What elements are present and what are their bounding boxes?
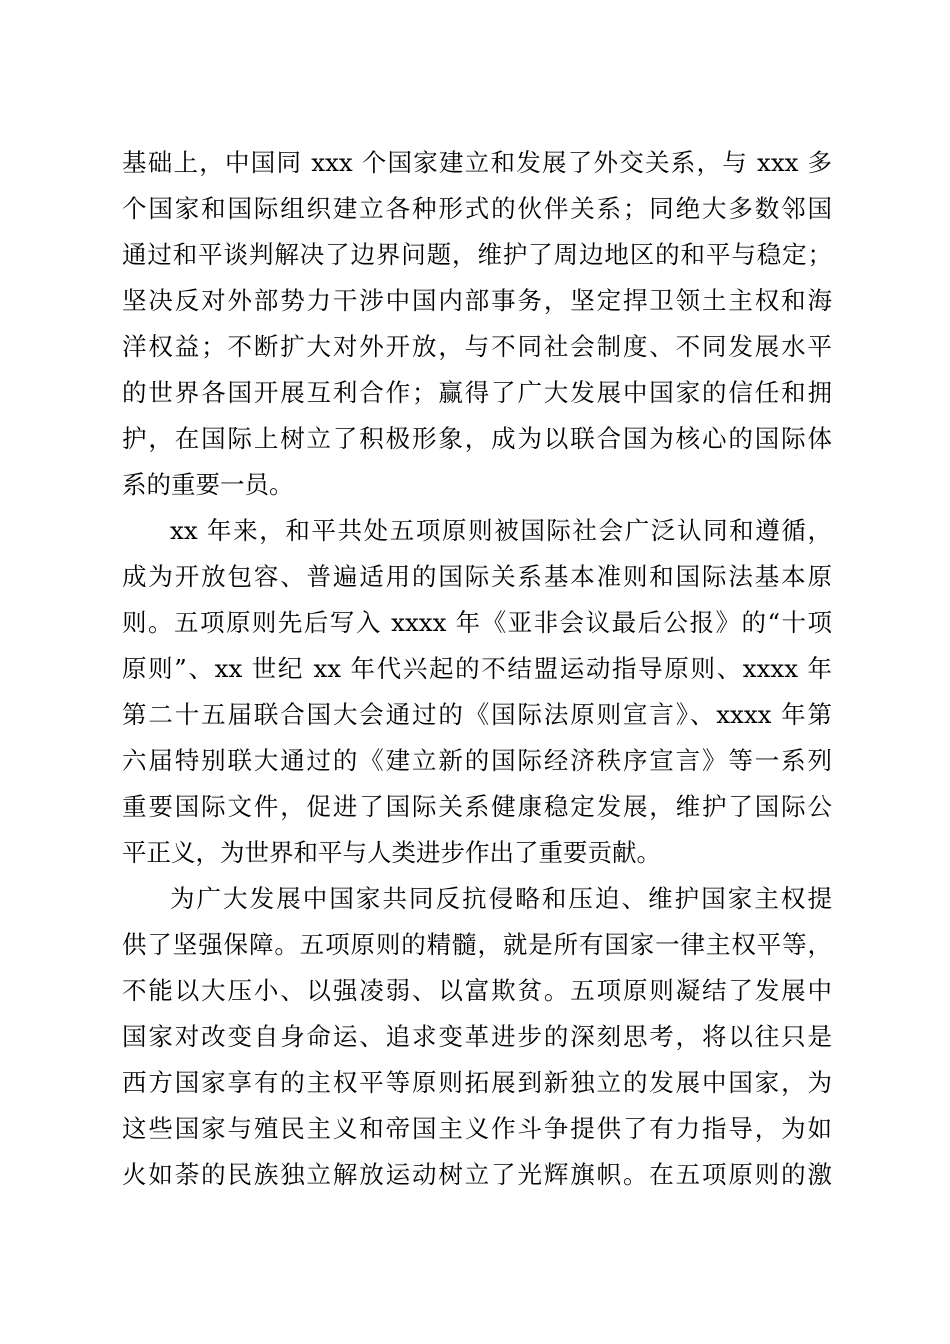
text-line: 为广大发展中国家共同反抗侵略和压迫、维护国家主权提 [170,884,832,913]
text-line: 通过和平谈判解决了边界问题，维护了周边地区的和平与稳定； [122,240,832,269]
text-line: 第二十五届联合国大会通过的《国际法原则宣言》、xxxx 年第 [122,700,832,729]
text-line: 重要国际文件，促进了国际关系健康稳定发展，维护了国际公 [122,792,832,821]
text-line: 系的重要一员。 [122,470,294,499]
text-line: 基础上，中国同 xxx 个国家建立和发展了外交关系，与 xxx 多 [122,148,832,177]
text-line: xx 年来，和平共处五项原则被国际社会广泛认同和遵循， [170,516,832,545]
text-line: 火如荼的民族独立解放运动树立了光辉旗帜。在五项原则的激 [122,1160,832,1189]
text-line: 西方国家享有的主权平等原则拓展到新独立的发展中国家，为 [122,1068,832,1097]
text-line: 平正义，为世界和平与人类进步作出了重要贡献。 [122,838,661,867]
text-line: 六届特别联大通过的《建立新的国际经济秩序宣言》等一系列 [122,746,832,775]
text-line: 成为开放包容、普遍适用的国际关系基本准则和国际法基本原 [122,562,832,591]
text-line: 个国家和国际组织建立各种形式的伙伴关系；同绝大多数邻国 [122,194,832,223]
text-line: 原则”、xx 世纪 xx 年代兴起的不结盟运动指导原则、xxxx 年 [122,654,832,683]
text-line: 则。五项原则先后写入 xxxx 年《亚非会议最后公报》的“十项 [122,608,832,637]
text-line: 国家对改变自身命运、追求变革进步的深刻思考，将以往只是 [122,1022,832,1051]
text-line: 的世界各国开展互利合作；赢得了广大发展中国家的信任和拥 [122,378,832,407]
text-line: 供了坚强保障。五项原则的精髓，就是所有国家一律主权平等， [122,930,832,959]
text-line: 这些国家与殖民主义和帝国主义作斗争提供了有力指导，为如 [122,1114,832,1143]
text-line: 洋权益；不断扩大对外开放，与不同社会制度、不同发展水平 [122,332,832,361]
text-line: 护，在国际上树立了积极形象，成为以联合国为核心的国际体 [122,424,832,453]
text-line: 坚决反对外部势力干涉中国内部事务，坚定捍卫领土主权和海 [122,286,832,315]
text-line: 不能以大压小、以强凌弱、以富欺贫。五项原则凝结了发展中 [122,976,832,1005]
